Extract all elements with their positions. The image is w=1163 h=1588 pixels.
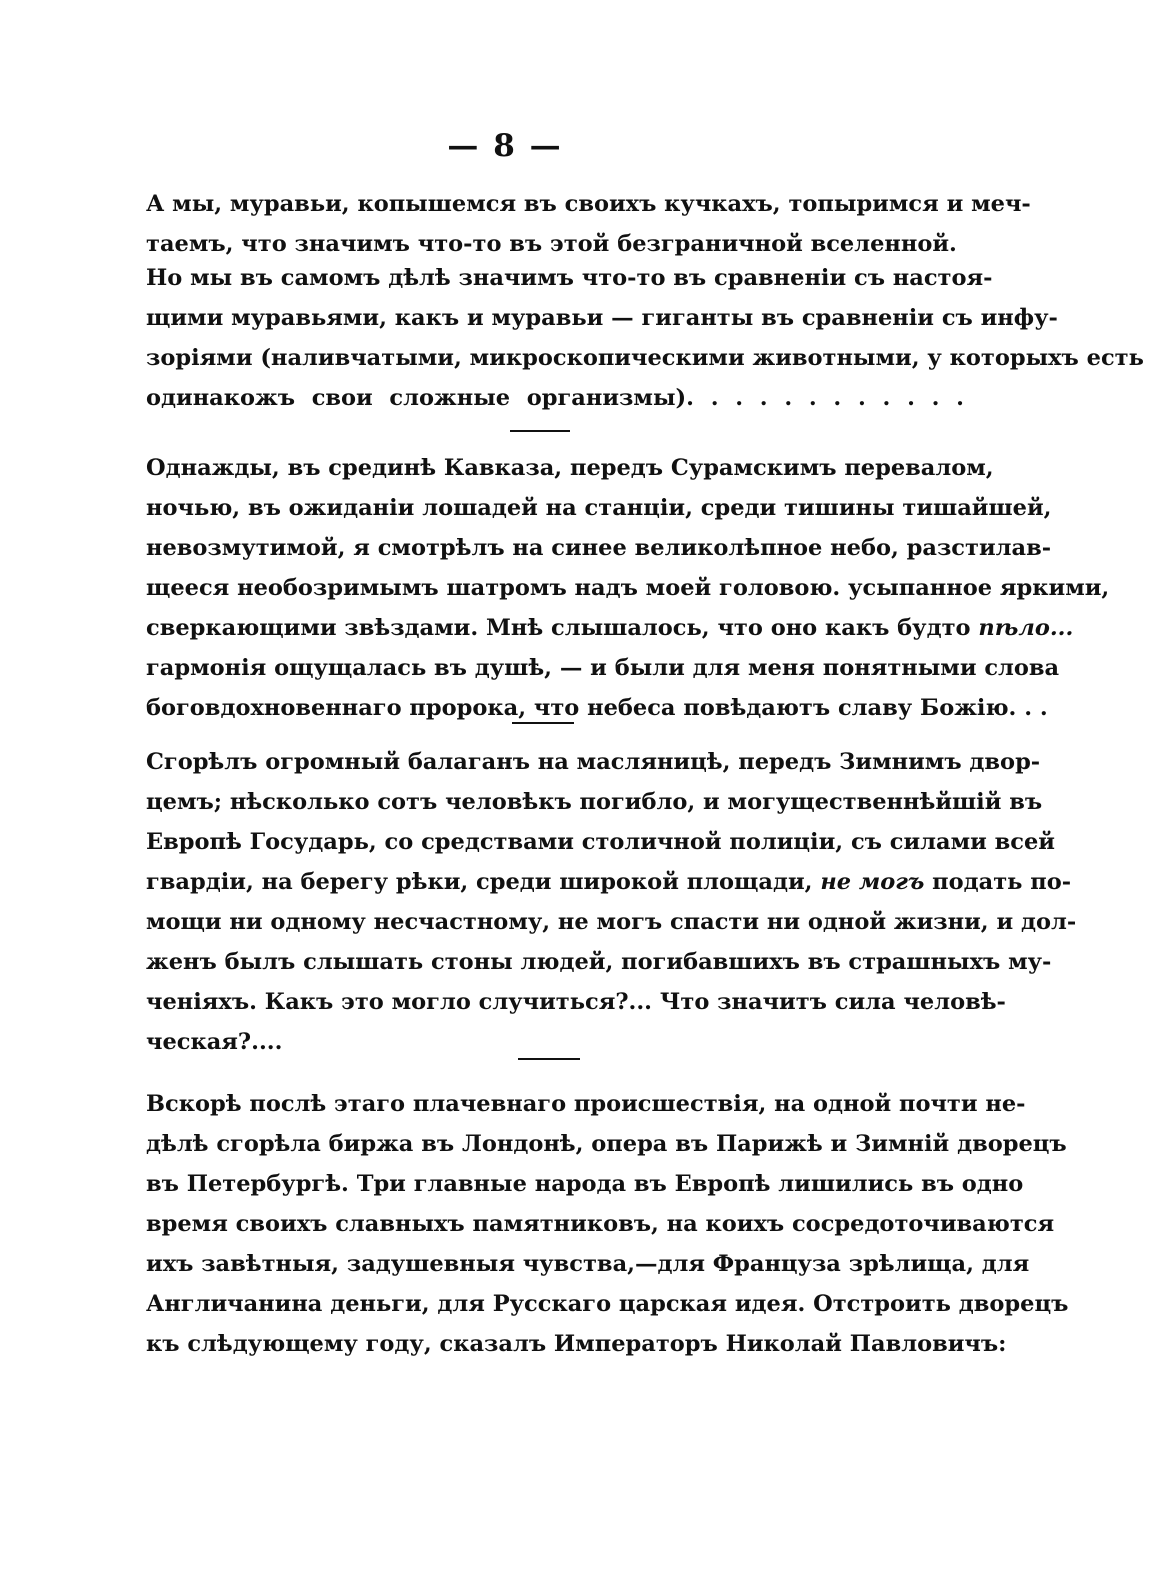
section-divider bbox=[512, 722, 574, 724]
text-line: гармонія ощущалась въ душѣ, — и были для меня понятными слова bbox=[146, 655, 1060, 681]
text-line: боговдохновеннаго пророка, что небеса повѣдаютъ славу Божію. . . bbox=[146, 695, 1048, 721]
text-line-with-italic bbox=[146, 862, 1072, 902]
text-line: ческая?.... bbox=[146, 1029, 283, 1055]
paragraph-4 bbox=[146, 742, 1077, 1062]
section-divider bbox=[510, 430, 570, 432]
text-segment: сверкающими звѣздами. Мнѣ слышалось, что оно какъ будто bbox=[146, 615, 979, 641]
text-line: въ Петербургѣ. Три главные народа въ Европѣ лишились въ одно bbox=[146, 1171, 1024, 1197]
text-segment: гвардіи, на берегу рѣки, среди широкой площади, bbox=[146, 869, 821, 895]
text-line: щееся необозримымъ шатромъ надъ моей головою. усыпанное яркими, bbox=[146, 575, 1110, 601]
text-line: зоріями (наливчатыми, микроскопическими животными, у которыхъ есть bbox=[146, 345, 1144, 371]
paragraph-3 bbox=[146, 448, 1110, 728]
paragraph-1 bbox=[146, 184, 1031, 264]
text-line: невозмутимой, я смотрѣлъ на синее великолѣпное небо, разстилав- bbox=[146, 535, 1052, 561]
paragraph-5 bbox=[146, 1084, 1069, 1364]
italic-phrase: не могъ bbox=[820, 869, 925, 895]
section-divider bbox=[518, 1058, 580, 1060]
text-line: время своихъ славныхъ памятниковъ, на коихъ сосредоточиваются bbox=[146, 1211, 1055, 1237]
text-line: одинакожъ свои сложные организмы). . . . . . . . . . . . bbox=[146, 385, 964, 411]
text-line: Сгорѣлъ огромный балаганъ на масляницѣ, передъ Зимнимъ двор- bbox=[146, 749, 1041, 775]
text-line: ченіяхъ. Какъ это могло случиться?... Что значитъ сила человѣ- bbox=[146, 989, 1006, 1015]
text-line: Но мы въ самомъ дѣлѣ значимъ что-то въ сравненіи съ настоя- bbox=[146, 265, 993, 291]
text-line: къ слѣдующему году, сказалъ Императоръ Николай Павловичъ: bbox=[146, 1331, 1007, 1357]
page-number: — 8 — bbox=[447, 128, 563, 164]
text-line: цемъ; нѣсколько сотъ человѣкъ погибло, и могущественнѣйшій въ bbox=[146, 789, 1043, 815]
text-line: щими муравьями, какъ и муравьи — гиганты въ сравненіи съ инфу- bbox=[146, 305, 1058, 331]
italic-word: пѣло... bbox=[978, 615, 1074, 641]
text-line: мощи ни одному несчастному, не могъ спасти ни одной жизни, и дол- bbox=[146, 909, 1077, 935]
paragraph-2 bbox=[146, 258, 1144, 418]
text-line: А мы, муравьи, копышемся въ своихъ кучкахъ, топыримся и меч- bbox=[146, 191, 1031, 217]
text-line: женъ былъ слышать стоны людей, погибавшихъ въ страшныхъ му- bbox=[146, 949, 1052, 975]
text-line: таемъ, что значимъ что-то въ этой безграничной вселенной. bbox=[146, 231, 957, 257]
text-line-with-italic bbox=[146, 608, 1074, 648]
text-line: Однажды, въ срединѣ Кавказа, передъ Сурамскимъ перевалом, bbox=[146, 455, 994, 481]
text-line: ихъ завѣтныя, задушевныя чувства,—для Француза зрѣлища, для bbox=[146, 1251, 1030, 1277]
text-line: дѣлѣ сгорѣла биржа въ Лондонѣ, опера въ Парижѣ и Зимній дворецъ bbox=[146, 1131, 1067, 1157]
text-line: Англичанина деньги, для Русскаго царская идея. Отстроить дворецъ bbox=[146, 1291, 1069, 1317]
text-line: Вскорѣ послѣ этаго плачевнаго происшествія, на одной почти не- bbox=[146, 1091, 1026, 1117]
text-line: Европѣ Государь, со средствами столичной полиціи, съ силами всей bbox=[146, 829, 1055, 855]
text-line: ночью, въ ожиданіи лошадей на станціи, среди тишины тишайшей, bbox=[146, 495, 1052, 521]
text-segment: подать по- bbox=[924, 869, 1072, 895]
